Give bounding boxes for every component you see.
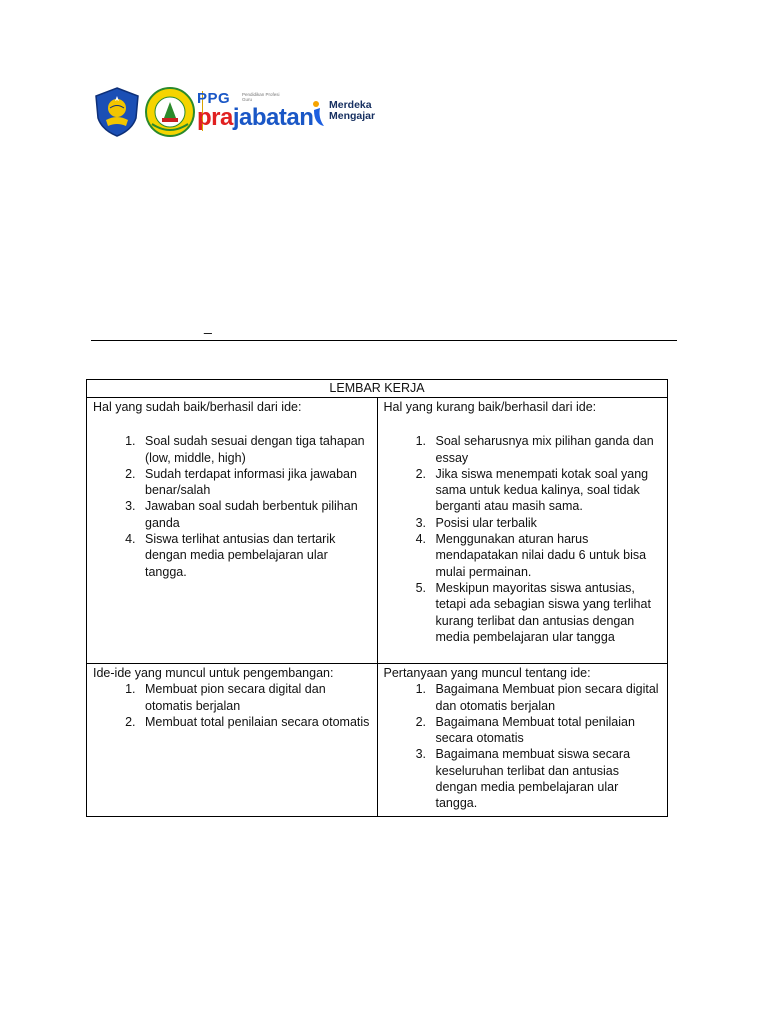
worksheet-table bbox=[86, 379, 668, 817]
list-item: 1. Soal seharusnya mix pilihan ganda dan essay bbox=[430, 433, 662, 466]
list-item: 5. Meskipun mayoritas siswa antusias, tetapi ada sebagian siswa yang terlihat kurang terlibat dan antusias dengan media pembelajaran ular tangga bbox=[430, 580, 662, 645]
bad-list bbox=[384, 433, 662, 645]
list-item: 2. Bagaimana Membuat total penilaian secara otomatis bbox=[430, 714, 662, 747]
ideas-list bbox=[93, 681, 371, 730]
list-item: 3. Bagaimana membuat siswa secara keseluruhan terlibat dan antusias dengan media pembelajaran ular tangga. bbox=[430, 746, 662, 811]
list-item: 4. Siswa terlihat antusias dan tertarik dengan media pembelajaran ular tangga. bbox=[139, 531, 371, 580]
list-item: 1. Membuat pion secara digital dan otomatis berjalan bbox=[139, 681, 371, 714]
merdeka-mengajar-logo: Merdeka Mengajar bbox=[329, 99, 376, 122]
list-item: 2. Membuat total penilaian secara otomatis bbox=[139, 714, 371, 730]
bad-cell bbox=[377, 398, 668, 664]
good-cell bbox=[87, 398, 378, 664]
list-item: 2. Sudah terdapat informasi jika jawaban benar/salah bbox=[139, 466, 371, 499]
list-item: 1. Bagaimana Membuat pion secara digital dan otomatis berjalan bbox=[430, 681, 662, 714]
bad-heading: Hal yang kurang baik/berhasil dari ide: bbox=[383, 400, 597, 414]
questions-list bbox=[384, 681, 662, 811]
ppg-logo-subtitle: Pendidikan Profesi Guru bbox=[242, 92, 280, 102]
worksheet-title: LEMBAR KERJA bbox=[87, 380, 668, 398]
list-item: 3. Jawaban soal sudah berbentuk pilihan ganda bbox=[139, 498, 371, 531]
horizontal-rule bbox=[91, 340, 677, 341]
merdeka-mengajar-icon bbox=[312, 100, 326, 128]
university-logo bbox=[144, 86, 196, 138]
kemdikbud-logo bbox=[92, 86, 142, 138]
header-logos bbox=[92, 86, 392, 140]
ppg-logo-prajabatan: prajabatan bbox=[197, 104, 314, 131]
good-list bbox=[93, 433, 371, 580]
list-item: 1. Soal sudah sesuai dengan tiga tahapan (low, middle, high) bbox=[139, 433, 371, 466]
good-heading: Hal yang sudah baik/berhasil dari ide: bbox=[93, 400, 302, 414]
list-item: 2. Jika siswa menempati kotak soal yang sama untuk kedua kalinya, soal tidak berganti atau masih sama. bbox=[430, 466, 662, 515]
list-item: 3. Posisi ular terbalik bbox=[430, 515, 662, 531]
ideas-heading: Ide-ide yang muncul untuk pengembangan: bbox=[93, 666, 334, 680]
ppg-logo-word: PPG bbox=[197, 90, 231, 107]
questions-heading: Pertanyaan yang muncul tentang ide: bbox=[383, 666, 591, 680]
questions-cell bbox=[377, 664, 668, 817]
name-blank: _ bbox=[204, 318, 212, 334]
ideas-cell bbox=[87, 664, 378, 817]
list-item: 4. Menggunakan aturan harus mendapatakan nilai dadu 6 untuk bisa mulai permainan. bbox=[430, 531, 662, 580]
